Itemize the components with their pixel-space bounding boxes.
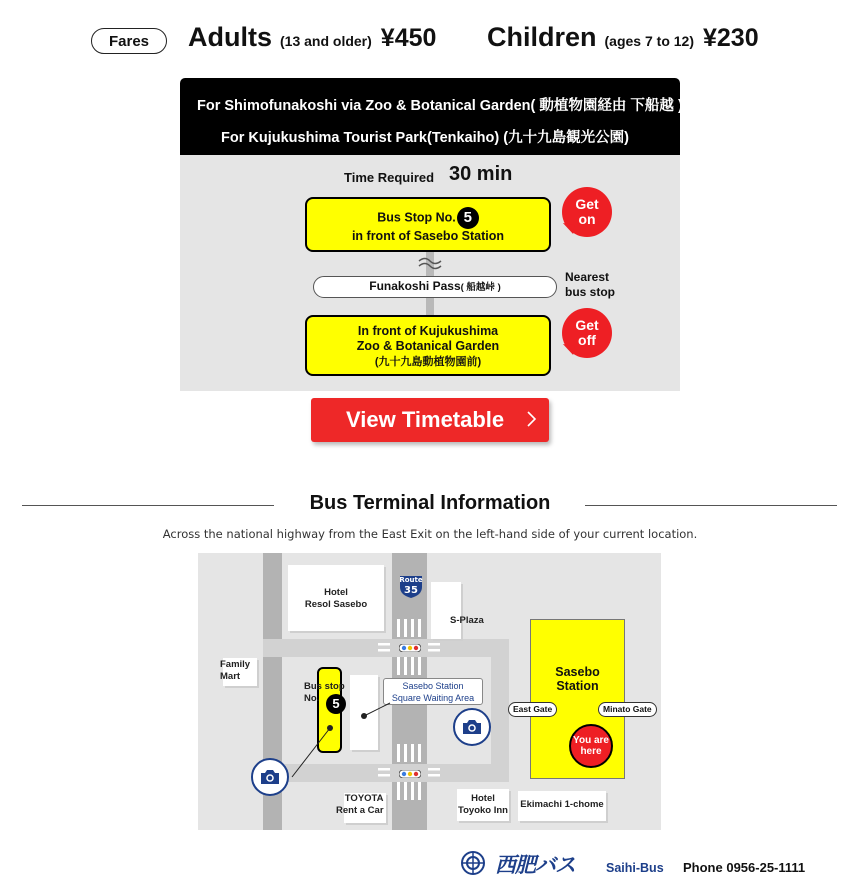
footer-phone: Phone 0956-25-1111 [683, 860, 806, 875]
footer-logo-jp: 西肥バス [495, 854, 575, 877]
adult-fare-note: (13 and older) [280, 33, 372, 49]
origin-stop-label: Bus Stop No. [377, 210, 456, 225]
nearest-bus-stop-label [565, 270, 615, 300]
origin-stop [305, 197, 551, 252]
you-are-here-line1: You are [573, 735, 609, 746]
nearest-line1: Nearest [565, 270, 610, 284]
hotel-resol-line1: Hotel [324, 587, 348, 598]
hotel-resol-line2: Resol Sasebo [304, 598, 368, 610]
get-on-line2: on [578, 211, 596, 227]
route-body [180, 155, 680, 391]
child-fare-note: (ages 7 to 12) [604, 33, 694, 49]
ekimachi-label: Ekimachi 1-chome [518, 791, 606, 821]
child-fare-price: ¥230 [703, 24, 759, 52]
get-on-bubble [562, 187, 612, 237]
get-on-line1: Get [575, 196, 599, 212]
time-required-label: Time Required [344, 170, 435, 185]
family-mart-line1: Family [220, 659, 251, 670]
route-shield-number: 35 [404, 585, 418, 596]
section-subtitle: Across the national highway from the East Exit on the left-hand side of your current location. [162, 527, 698, 541]
intermediate-stop-name: Funakoshi Pass [369, 279, 461, 293]
you-are-here-marker [569, 724, 613, 768]
child-fare [487, 22, 759, 53]
intermediate-stop [313, 276, 557, 298]
camera-icon[interactable] [251, 758, 289, 796]
nearest-line2: bus stop [565, 285, 615, 299]
minato-gate: Minato Gate [598, 702, 657, 717]
route-destination-line1: For Shimofunakoshi via Zoo & Botanical Garden( 動植物園経由 下船越 ) [197, 98, 683, 114]
adult-fare-label: Adults [188, 22, 272, 52]
destination-stop [305, 315, 551, 376]
view-timetable-button[interactable] [311, 398, 549, 442]
section-divider-left [22, 505, 274, 506]
hotel-toyoko-line1: Hotel [471, 793, 495, 804]
destination-line2: Zoo & Botanical Garden [356, 338, 500, 353]
waiting-area-line1: Sasebo Station [402, 681, 464, 691]
saihi-bus-logo-icon [461, 851, 485, 875]
route-break-icon [417, 255, 443, 271]
section-title: Bus Terminal Information [309, 492, 551, 514]
sasebo-station-line2: Station [556, 679, 599, 694]
toyota-line1: TOYOTA [344, 793, 384, 804]
s-plaza-label: S-Plaza [450, 615, 484, 626]
adult-fare-price: ¥450 [380, 24, 437, 52]
bus-stop-number: 5 [326, 694, 346, 714]
toyota-line2: Rent a Car [336, 804, 384, 816]
origin-stop-number: 5 [457, 207, 479, 229]
camera-icon[interactable] [453, 708, 491, 746]
route-destination-line2: For Kujukushima Tourist Park(Tenkaiho) (九十九島観光公園) [221, 130, 629, 146]
origin-stop-location: in front of Sasebo Station [351, 229, 505, 243]
get-off-line1: Get [575, 317, 599, 333]
bus-stop-line2: No. [304, 692, 320, 704]
you-are-here-line2: here [580, 746, 602, 757]
get-off-line2: off [578, 332, 596, 348]
view-timetable-label: View Timetable [346, 407, 505, 432]
section-divider-right [585, 505, 837, 506]
fares-badge: Fares [91, 28, 167, 54]
destination-line3: (九十九島動植物園前) [374, 355, 482, 368]
route-header [180, 78, 683, 155]
intermediate-stop-jp: ( 船越峠 ) [460, 282, 501, 293]
family-mart-line2: Mart [220, 670, 241, 682]
waiting-area-line2: Square Waiting Area [391, 693, 475, 703]
get-off-bubble [562, 308, 612, 358]
bus-stop-line1: Bus stop [304, 681, 345, 692]
sasebo-station-label [531, 665, 624, 694]
time-required-value: 30 min [449, 163, 513, 185]
adult-fare [188, 22, 436, 53]
east-gate: East Gate [508, 702, 557, 717]
chevron-right-icon [523, 409, 539, 429]
hotel-toyoko-line2: Toyoko Inn [458, 804, 508, 816]
footer-logo-en: Saihi-Bus [606, 861, 664, 875]
terminal-map [198, 553, 661, 830]
destination-line1: In front of Kujukushima [357, 324, 499, 338]
child-fare-label: Children [487, 22, 597, 52]
sasebo-station-line1: Sasebo [555, 665, 600, 679]
route-shield-label: Route [399, 576, 423, 584]
